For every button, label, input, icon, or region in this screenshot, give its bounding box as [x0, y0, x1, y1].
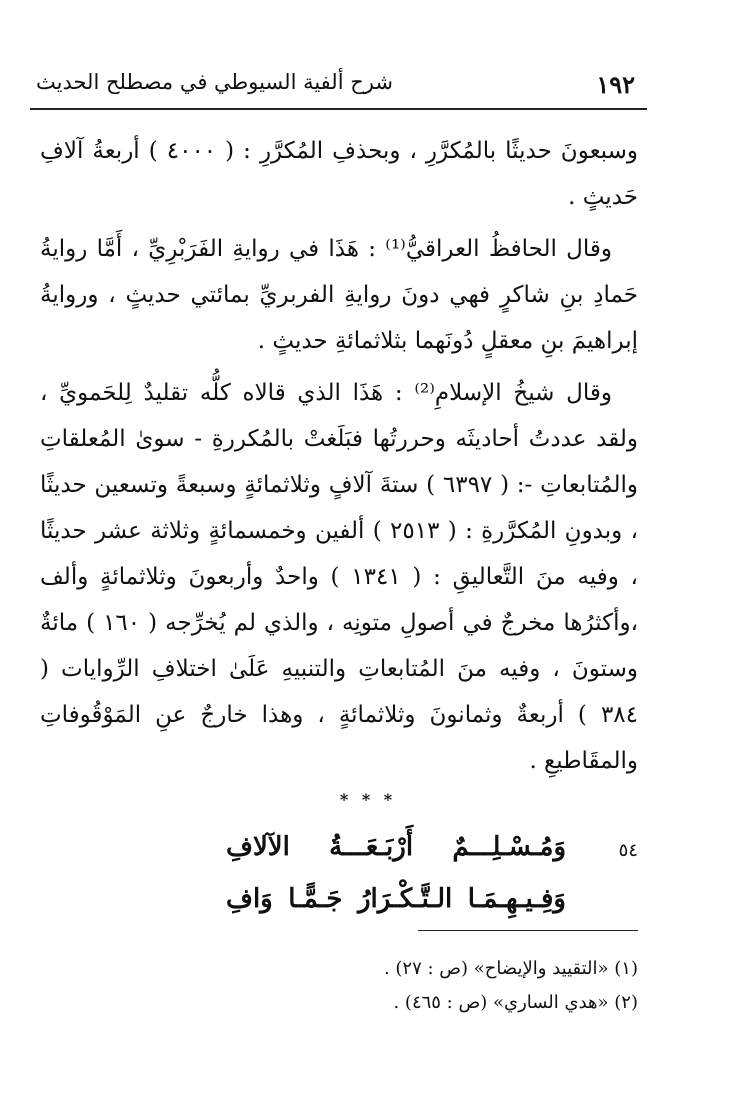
paragraph-2: وقال الحافظُ العراقيُّ⁽¹⁾ : هَذَا في روايةِ الفَرَبْرِيِّ ، أَمَّا روايةُ حَمادِ بنِ شاكرٍ فهي دونَ روايةِ الفربريِّ بمائتي حديثٍ ، وروايةُ إبراهيمَ بنِ معقلٍ دُونَهما بثلاثمائةِ حديثٍ .	[40, 236, 638, 354]
verse-line-2: وَفِـيـهِـمَـا الـتَّـكْـرَارُ جَـمًّـا وَافِ	[226, 884, 566, 914]
footnote-1: (١) «التقييد والإيضاح» (ص : ٢٧) .	[383, 958, 638, 979]
page-number: ١٩٢	[596, 70, 635, 99]
verse-number: ٥٤	[618, 840, 638, 861]
main-text	[40, 128, 638, 790]
section-separator: * * *	[339, 790, 397, 809]
verse-line-1: وَمُـسْـلِـــمٌ أَرْبَـعَـــةُ الآلافِ	[226, 832, 566, 862]
footnotes	[78, 952, 638, 1020]
running-title: شرح ألفية السيوطي في مصطلح الحديث	[36, 70, 393, 94]
page-header	[30, 68, 647, 110]
footnote-divider	[418, 930, 638, 931]
paragraph-3: وقال شيخُ الإسلامِ⁽²⁾ : هَذَا الذي قالاه كلُّه تقليدٌ لِلحَمويِّ ، ولقد عددتُ أحاديثَه وحررتُها فبَلَغتْ بالمُكررةِ - سوىٰ المُعلقاتِ والمُتابعاتِ -: ( ٦٣٩٧ ) ستةَ آلافٍ وثلاثمائةٍ وسبعةً وتسعين حديثًا ، وبدونِ المُكرَّرةِ : ( ٢٥١٣ ) ألفين وخمسمائةٍ وثلاثة عشر حديثًا ، وفيه منَ التَّعاليقِ : ( ١٣٤١ ) واحدٌ وأربعونَ وثلاثمائةٍ وألف ،وأكثرُها مخرجٌ في أصولِ متونِه ، والذي لم يُخرِّجه ( ١٦٠ ) مائةٌ وستونَ ، وفيه منَ المُتابعاتِ والتنبيهِ عَلَىٰ اختلافِ الرِّوايات ( ٣٨٤ ) أربعةٌ وثمانونَ وثلاثمائةٍ ، وهذا خارجٌ عنِ المَوْقُوفاتِ والمقَاطيعِ .	[40, 380, 638, 774]
paragraph-1: وسبعونَ حديثًا بالمُكرَّرِ ، وبحذفِ المُكرَّرِ : ( ٤٠٠٠ ) أربعةُ آلافِ حَديثٍ .	[40, 138, 638, 210]
footnote-2: (٢) «هدي الساري» (ص : ٤٦٥) .	[393, 992, 638, 1013]
